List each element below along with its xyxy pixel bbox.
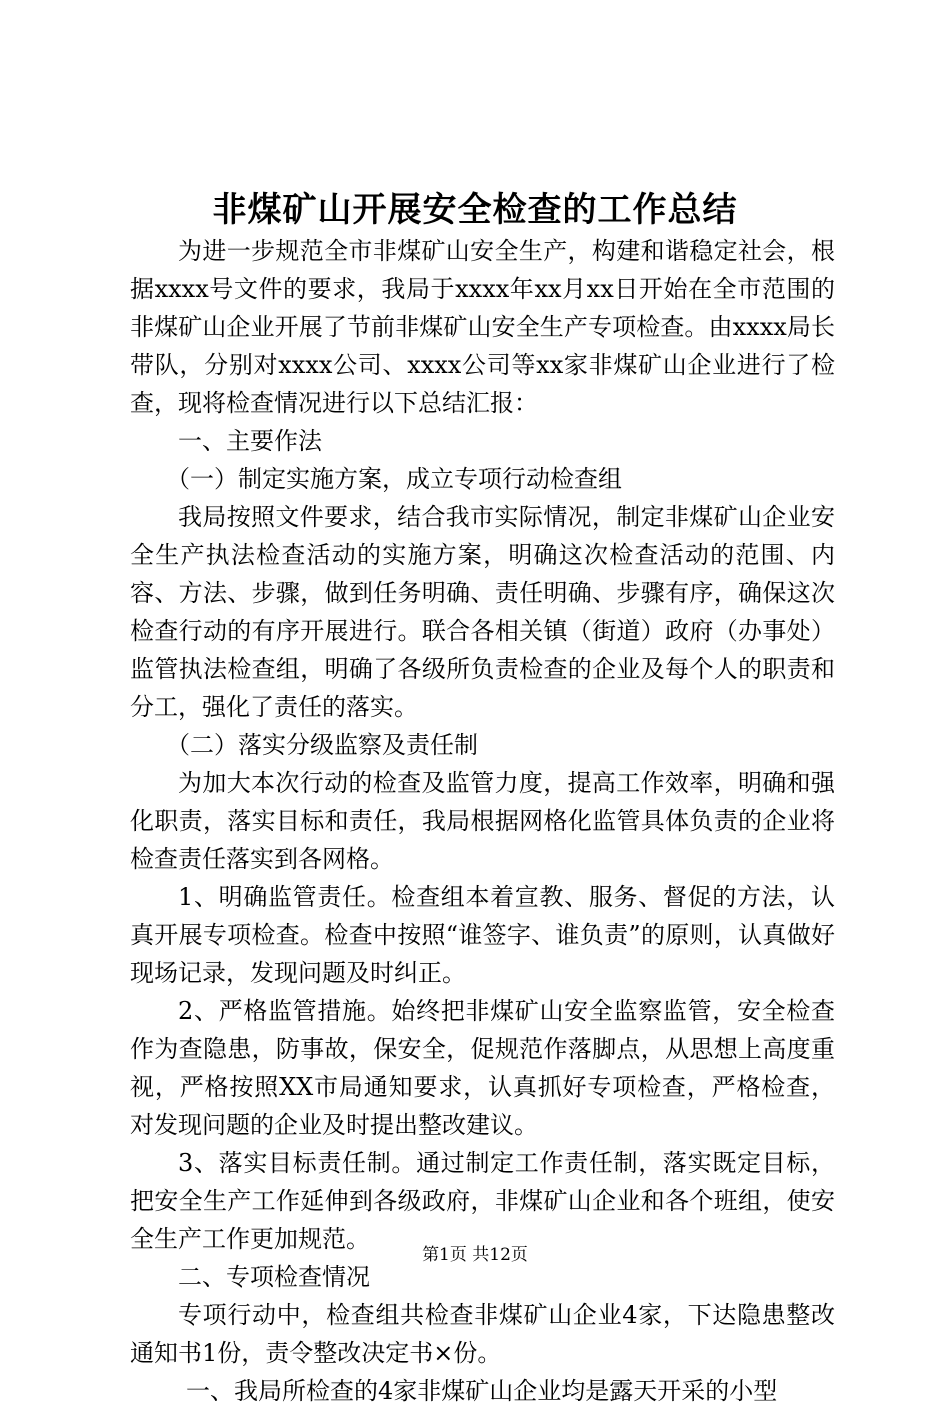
paragraph-intro: 为进一步规范全市非煤矿山安全生产，构建和谐稳定社会，根据xxxx号文件的要求，我局于xxxx年xx月xx日开始在全市范围的非煤矿山企业开展了节前非煤矿山安全生产专项检查。由xxxx局长带队，分别对xxxx公司、xxxx公司等xx家非煤矿山企业进行了检查，现将检查情况进行以下总结汇报： bbox=[130, 237, 835, 417]
heading-main-practices: 一、主要作法 bbox=[178, 427, 322, 455]
paragraph-item-1: 1、明确监管责任。检查组本着宣教、服务、督促的方法，认真开展专项检查。检查中按照“谁签字、谁负责”的原则，认真做好现场记录，发现问题及时纠正。 bbox=[130, 883, 835, 987]
subheading-implementation-plan: （一）制定实施方案，成立专项行动检查组 bbox=[166, 465, 622, 493]
paragraph-inspection-detail: 一、我局所检查的4家非煤矿山企业均是露天开采的小型 bbox=[186, 1377, 778, 1405]
paragraph-item-3: 3、落实目标责任制。通过制定工作责任制，落实既定目标，把安全生产工作延伸到各级政府，非煤矿山企业和各个班组，使安全生产工作更加规范。 bbox=[130, 1149, 835, 1253]
page-number-footer: 第1页 共12页 bbox=[422, 1245, 528, 1265]
document-body bbox=[130, 232, 835, 1410]
paragraph-inspection-summary: 专项行动中，检查组共检查非煤矿山企业4家，下达隐患整改通知书1份，责令整改决定书×份。 bbox=[130, 1301, 835, 1367]
paragraph-item-2: 2、严格监管措施。始终把非煤矿山安全监察监管，安全检查作为查隐患，防事故，保安全，促规范作落脚点，从思想上高度重视，严格按照XX市局通知要求，认真抓好专项检查，严格检查，对发现问题的企业及时提出整改建议。 bbox=[130, 997, 835, 1139]
heading-inspection-status: 二、专项检查情况 bbox=[178, 1263, 370, 1291]
paragraph-supervision-strength: 为加大本次行动的检查及监管力度，提高工作效率，明确和强化职责，落实目标和责任，我局根据网格化监管具体负责的企业将检查责任落实到各网格。 bbox=[130, 769, 835, 873]
document-title: 非煤矿山开展安全检查的工作总结 bbox=[212, 190, 738, 230]
subheading-responsibility-system: （二）落实分级监察及责任制 bbox=[166, 731, 478, 759]
paragraph-implementation-plan: 我局按照文件要求，结合我市实际情况，制定非煤矿山企业安全生产执法检查活动的实施方案，明确这次检查活动的范围、内容、方法、步骤，做到任务明确、责任明确、步骤有序，确保这次检查行动的有序开展进行。联合各相关镇（街道）政府（办事处）监管执法检查组，明确了各级所负责检查的企业及每个人的职责和分工，强化了责任的落实。 bbox=[130, 503, 835, 721]
